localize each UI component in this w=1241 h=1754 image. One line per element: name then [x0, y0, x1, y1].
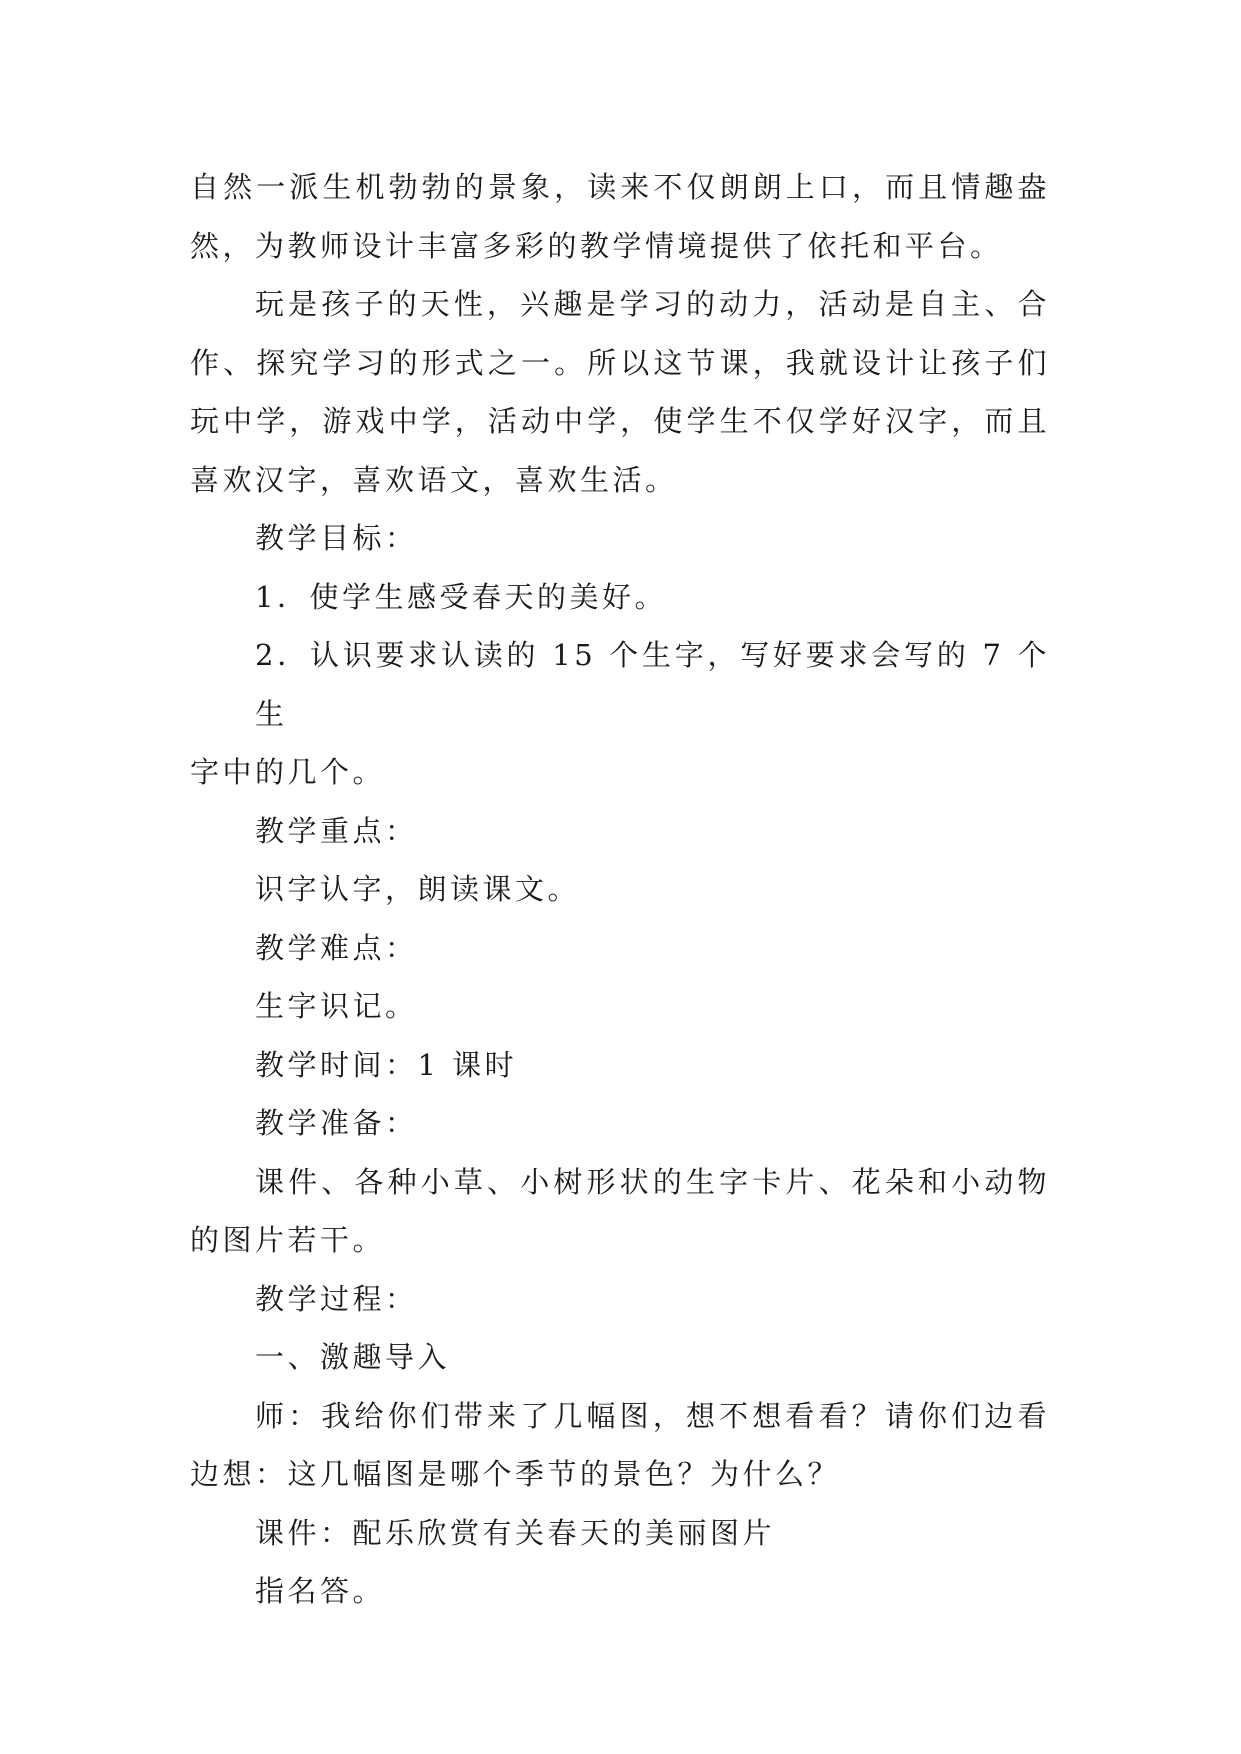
text-line: 字中的几个。 [190, 755, 386, 789]
paragraph [190, 977, 1050, 1036]
paragraph [190, 802, 1050, 861]
paragraph [190, 919, 1050, 978]
text-line: 生字识记。 [255, 989, 418, 1023]
text-line: 师：我给你们带来了几幅图，想不想看看？请你们边看 [255, 1398, 1050, 1433]
paragraph [190, 1504, 1050, 1563]
paragraph [190, 158, 1050, 275]
text-line: 教学过程： [255, 1281, 418, 1316]
text-line: 教学重点： [255, 813, 418, 848]
paragraph [190, 1270, 1050, 1329]
text-line: 边想：这几幅图是哪个季节的景色？为什么？ [190, 1457, 841, 1491]
text-line: 然，为教师设计丰富多彩的教学情境提供了依托和平台。 [190, 228, 1003, 263]
document-body [190, 158, 1050, 1621]
text-line: 作、探究学习的形式之一。所以这节课，我就设计让孩子们 [190, 345, 1050, 380]
text-line: 玩是孩子的天性，兴趣是学习的动力，活动是自主、合 [255, 287, 1050, 321]
text-line: 教学准备： [255, 1106, 418, 1140]
paragraph [190, 1328, 1050, 1387]
paragraph [190, 626, 1050, 802]
paragraph [190, 860, 1050, 919]
paragraph [190, 1387, 1050, 1504]
paragraph [190, 1094, 1050, 1153]
text-line: 玩中学，游戏中学，活动中学，使学生不仅学好汉字，而且 [190, 404, 1050, 438]
paragraph [190, 1036, 1050, 1095]
text-line: 1．使学生感受春天的美好。 [255, 579, 667, 614]
text-line: 喜欢汉字，喜欢语文，喜欢生活。 [190, 462, 678, 497]
text-line: 识字认字，朗读课文。 [255, 872, 581, 906]
text-line: 的图片若干。 [190, 1223, 386, 1257]
paragraph [190, 509, 1050, 568]
text-line: 教学目标： [255, 521, 418, 555]
text-line: 自然一派生机勃勃的景象，读来不仅朗朗上口，而且情趣盎 [190, 170, 1050, 204]
text-line: 课件：配乐欣赏有关春天的美丽图片 [255, 1515, 776, 1550]
paragraph [190, 1153, 1050, 1270]
text-line: 一、激趣导入 [255, 1340, 451, 1374]
text-line: 教学时间：1 课时 [255, 1047, 518, 1082]
paragraph [190, 568, 1050, 627]
paragraph [190, 275, 1050, 509]
text-line: 教学难点： [255, 930, 418, 965]
text-line: 课件、各种小草、小树形状的生字卡片、花朵和小动物 [255, 1164, 1050, 1199]
text-line: 2．认识要求认读的 15 个生字，写好要求会写的 7 个生 [255, 638, 1050, 731]
text-line: 指名答。 [255, 1574, 386, 1608]
paragraph [190, 1562, 1050, 1621]
